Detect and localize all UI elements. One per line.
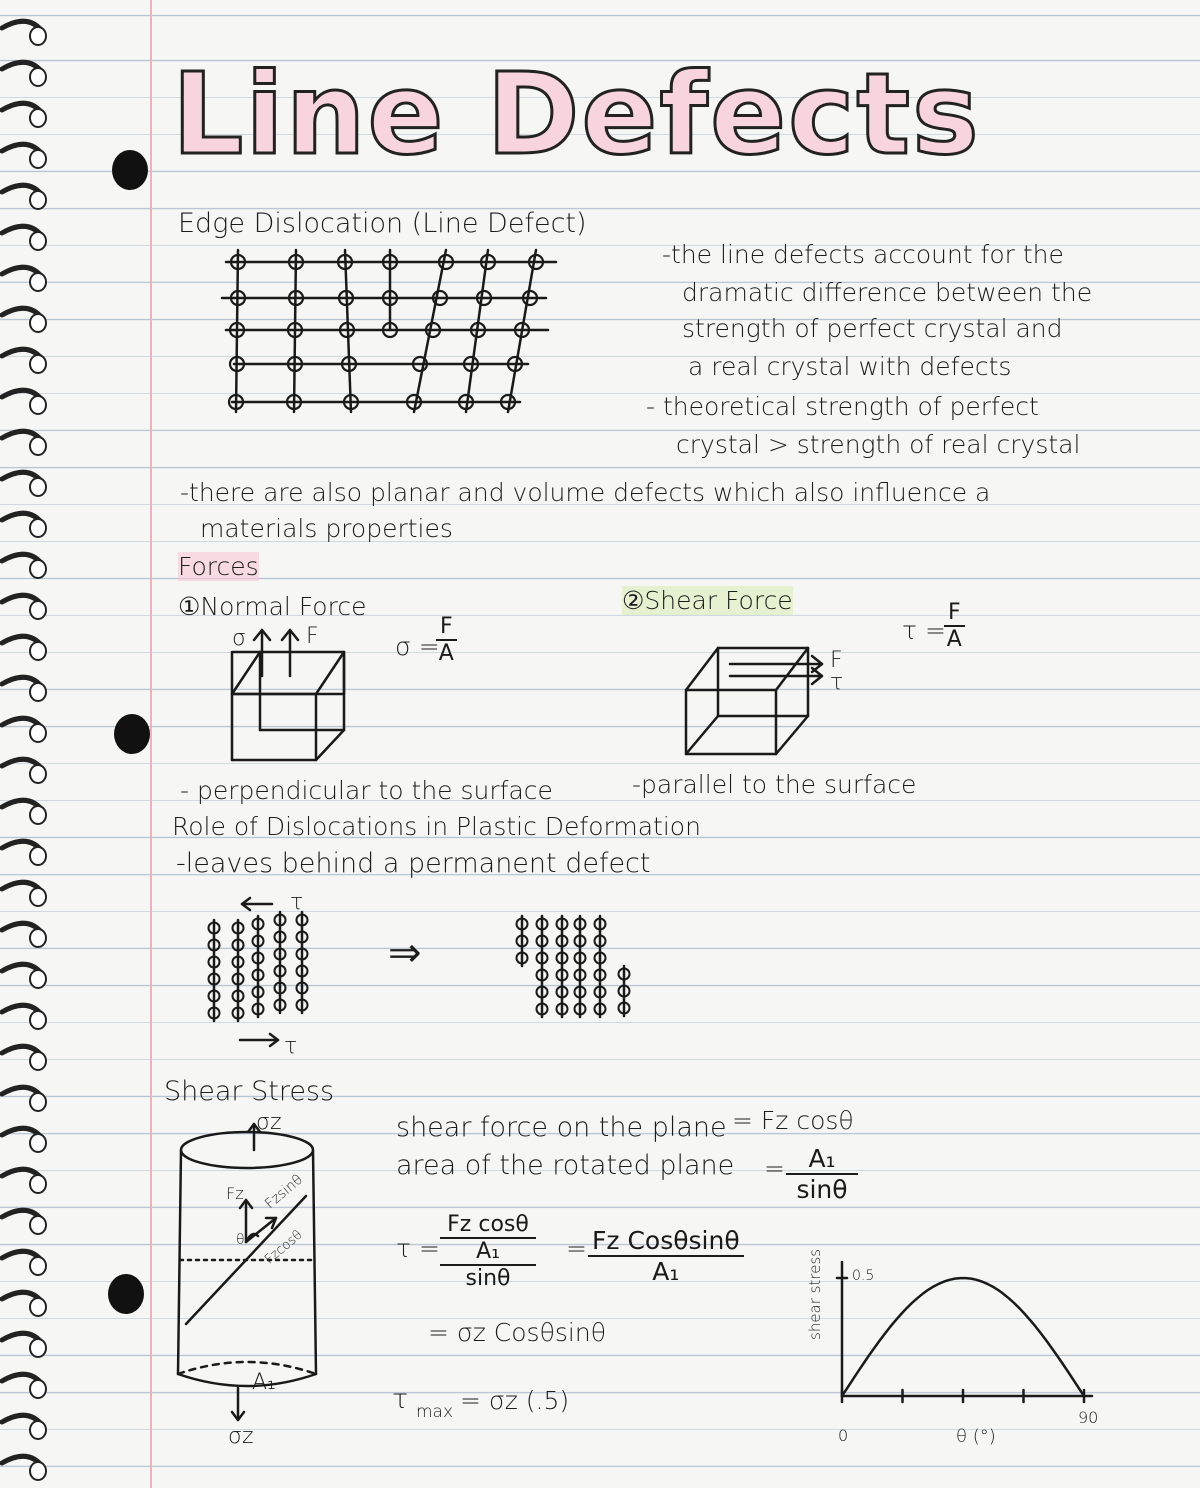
tau-eq-lhs: τ = <box>396 1234 440 1263</box>
tau-eq2-lhs: = <box>566 1234 587 1263</box>
chart-x-tick-label-90: 90 <box>1078 1408 1099 1427</box>
shear-stress-cylinder <box>178 1124 316 1420</box>
shear-tau-label: τ <box>830 670 844 695</box>
shear-force-desc: -parallel to the surface <box>632 770 917 799</box>
edge-note-6: crystal > strength of real crystal <box>676 430 1081 459</box>
tau-eq2-den: A₁ <box>652 1257 680 1286</box>
fz-label: Fz <box>226 1184 244 1203</box>
forces-heading: Forces <box>178 552 259 581</box>
shear-f-label: F <box>830 648 843 673</box>
plastic-deformation-after <box>517 916 630 1017</box>
chart-data-point <box>922 1293 923 1294</box>
planar-note-1: -there are also planar and volume defects which also influence a <box>180 478 991 507</box>
planar-note-2: materials properties <box>200 514 453 543</box>
normal-force-desc: - perpendicular to the surface <box>180 776 553 805</box>
normal-sigma-label: σ <box>232 626 246 651</box>
shear-line1-text: shear force on the plane <box>396 1112 727 1143</box>
tau-max-symbol: τ <box>392 1384 409 1415</box>
normal-eq-num: F <box>436 614 457 641</box>
sigma-top-label: σz <box>256 1110 282 1135</box>
fz-sin-label: Fzsinθ <box>262 1171 307 1213</box>
shear-line1-rhs: = Fz cosθ <box>732 1106 854 1135</box>
chart-ylabel: shear stress <box>806 1248 824 1340</box>
role-heading: Role of Dislocations in Plastic Deformation <box>172 812 701 841</box>
chart-series-line <box>842 1278 1084 1396</box>
normal-f-label: F <box>306 624 319 649</box>
plastic-deformation-before <box>209 898 308 1046</box>
role-arrow: ⇒ <box>388 930 422 976</box>
role-tau-top: τ <box>290 890 304 915</box>
chart-y-tick-label: 0.5 <box>852 1268 875 1284</box>
tau-eq2-num: Fz Cosθsinθ <box>588 1226 744 1257</box>
shear-stress-chart <box>837 1262 1092 1402</box>
edge-note-4: a real crystal with defects <box>688 352 1012 381</box>
fz-cos-label: Fzcosθ <box>262 1227 306 1268</box>
edge-note-2: dramatic difference between the <box>682 278 1093 307</box>
theta-label: θ <box>236 1232 245 1248</box>
role-note: -leaves behind a permanent defect <box>176 848 651 879</box>
shear-eq-num: F <box>944 600 965 627</box>
edge-dislocation-heading: Edge Dislocation (Line Defect) <box>178 208 587 239</box>
shear-line2-den: sinθ <box>796 1175 848 1204</box>
shear-force-box <box>686 648 822 754</box>
tau-eq3: = σz Cosθsinθ <box>428 1318 606 1347</box>
chart-x-tick-label-0: 0 <box>838 1426 849 1445</box>
page-title: Line Defects <box>172 50 981 180</box>
shear-stress-heading: Shear Stress <box>164 1076 335 1107</box>
sigma-bottom-label: σz <box>228 1424 254 1449</box>
chart-xlabel: θ (°) <box>956 1426 996 1447</box>
tau-max-sub: max <box>416 1402 454 1422</box>
edge-note-1: -the line defects account for the <box>662 240 1064 269</box>
edge-dislocation-lattice <box>222 250 556 412</box>
normal-force-label: ①Normal Force <box>178 592 367 621</box>
shear-line2-eq: = <box>764 1154 785 1183</box>
shear-eq-lhs: τ = <box>902 616 946 645</box>
normal-force-box <box>232 630 344 760</box>
normal-eq-den: A <box>438 641 454 666</box>
shear-line2-text: area of the rotated plane <box>396 1150 735 1181</box>
a1-label: A₁ <box>252 1370 276 1395</box>
shear-eq-den: A <box>946 627 962 652</box>
tau-den: sinθ <box>465 1266 511 1291</box>
chart-data-point <box>1043 1337 1044 1338</box>
chart-data-point <box>1003 1293 1004 1294</box>
chart-data-point <box>882 1337 883 1338</box>
edge-note-5: - theoretical strength of perfect <box>646 392 1039 421</box>
chart-data-point <box>963 1278 964 1279</box>
shear-line2-num: A₁ <box>786 1144 858 1175</box>
normal-eq-lhs: σ = <box>395 632 440 661</box>
role-tau-bottom: τ <box>284 1034 298 1059</box>
tau-max-rhs: = σz (.5) <box>460 1386 570 1415</box>
tau-num-mid: A₁ <box>440 1239 536 1266</box>
edge-note-3: strength of perfect crystal and <box>682 314 1063 343</box>
tau-num-top: Fz cosθ <box>440 1212 536 1239</box>
shear-force-label: ②Shear Force <box>622 586 793 615</box>
